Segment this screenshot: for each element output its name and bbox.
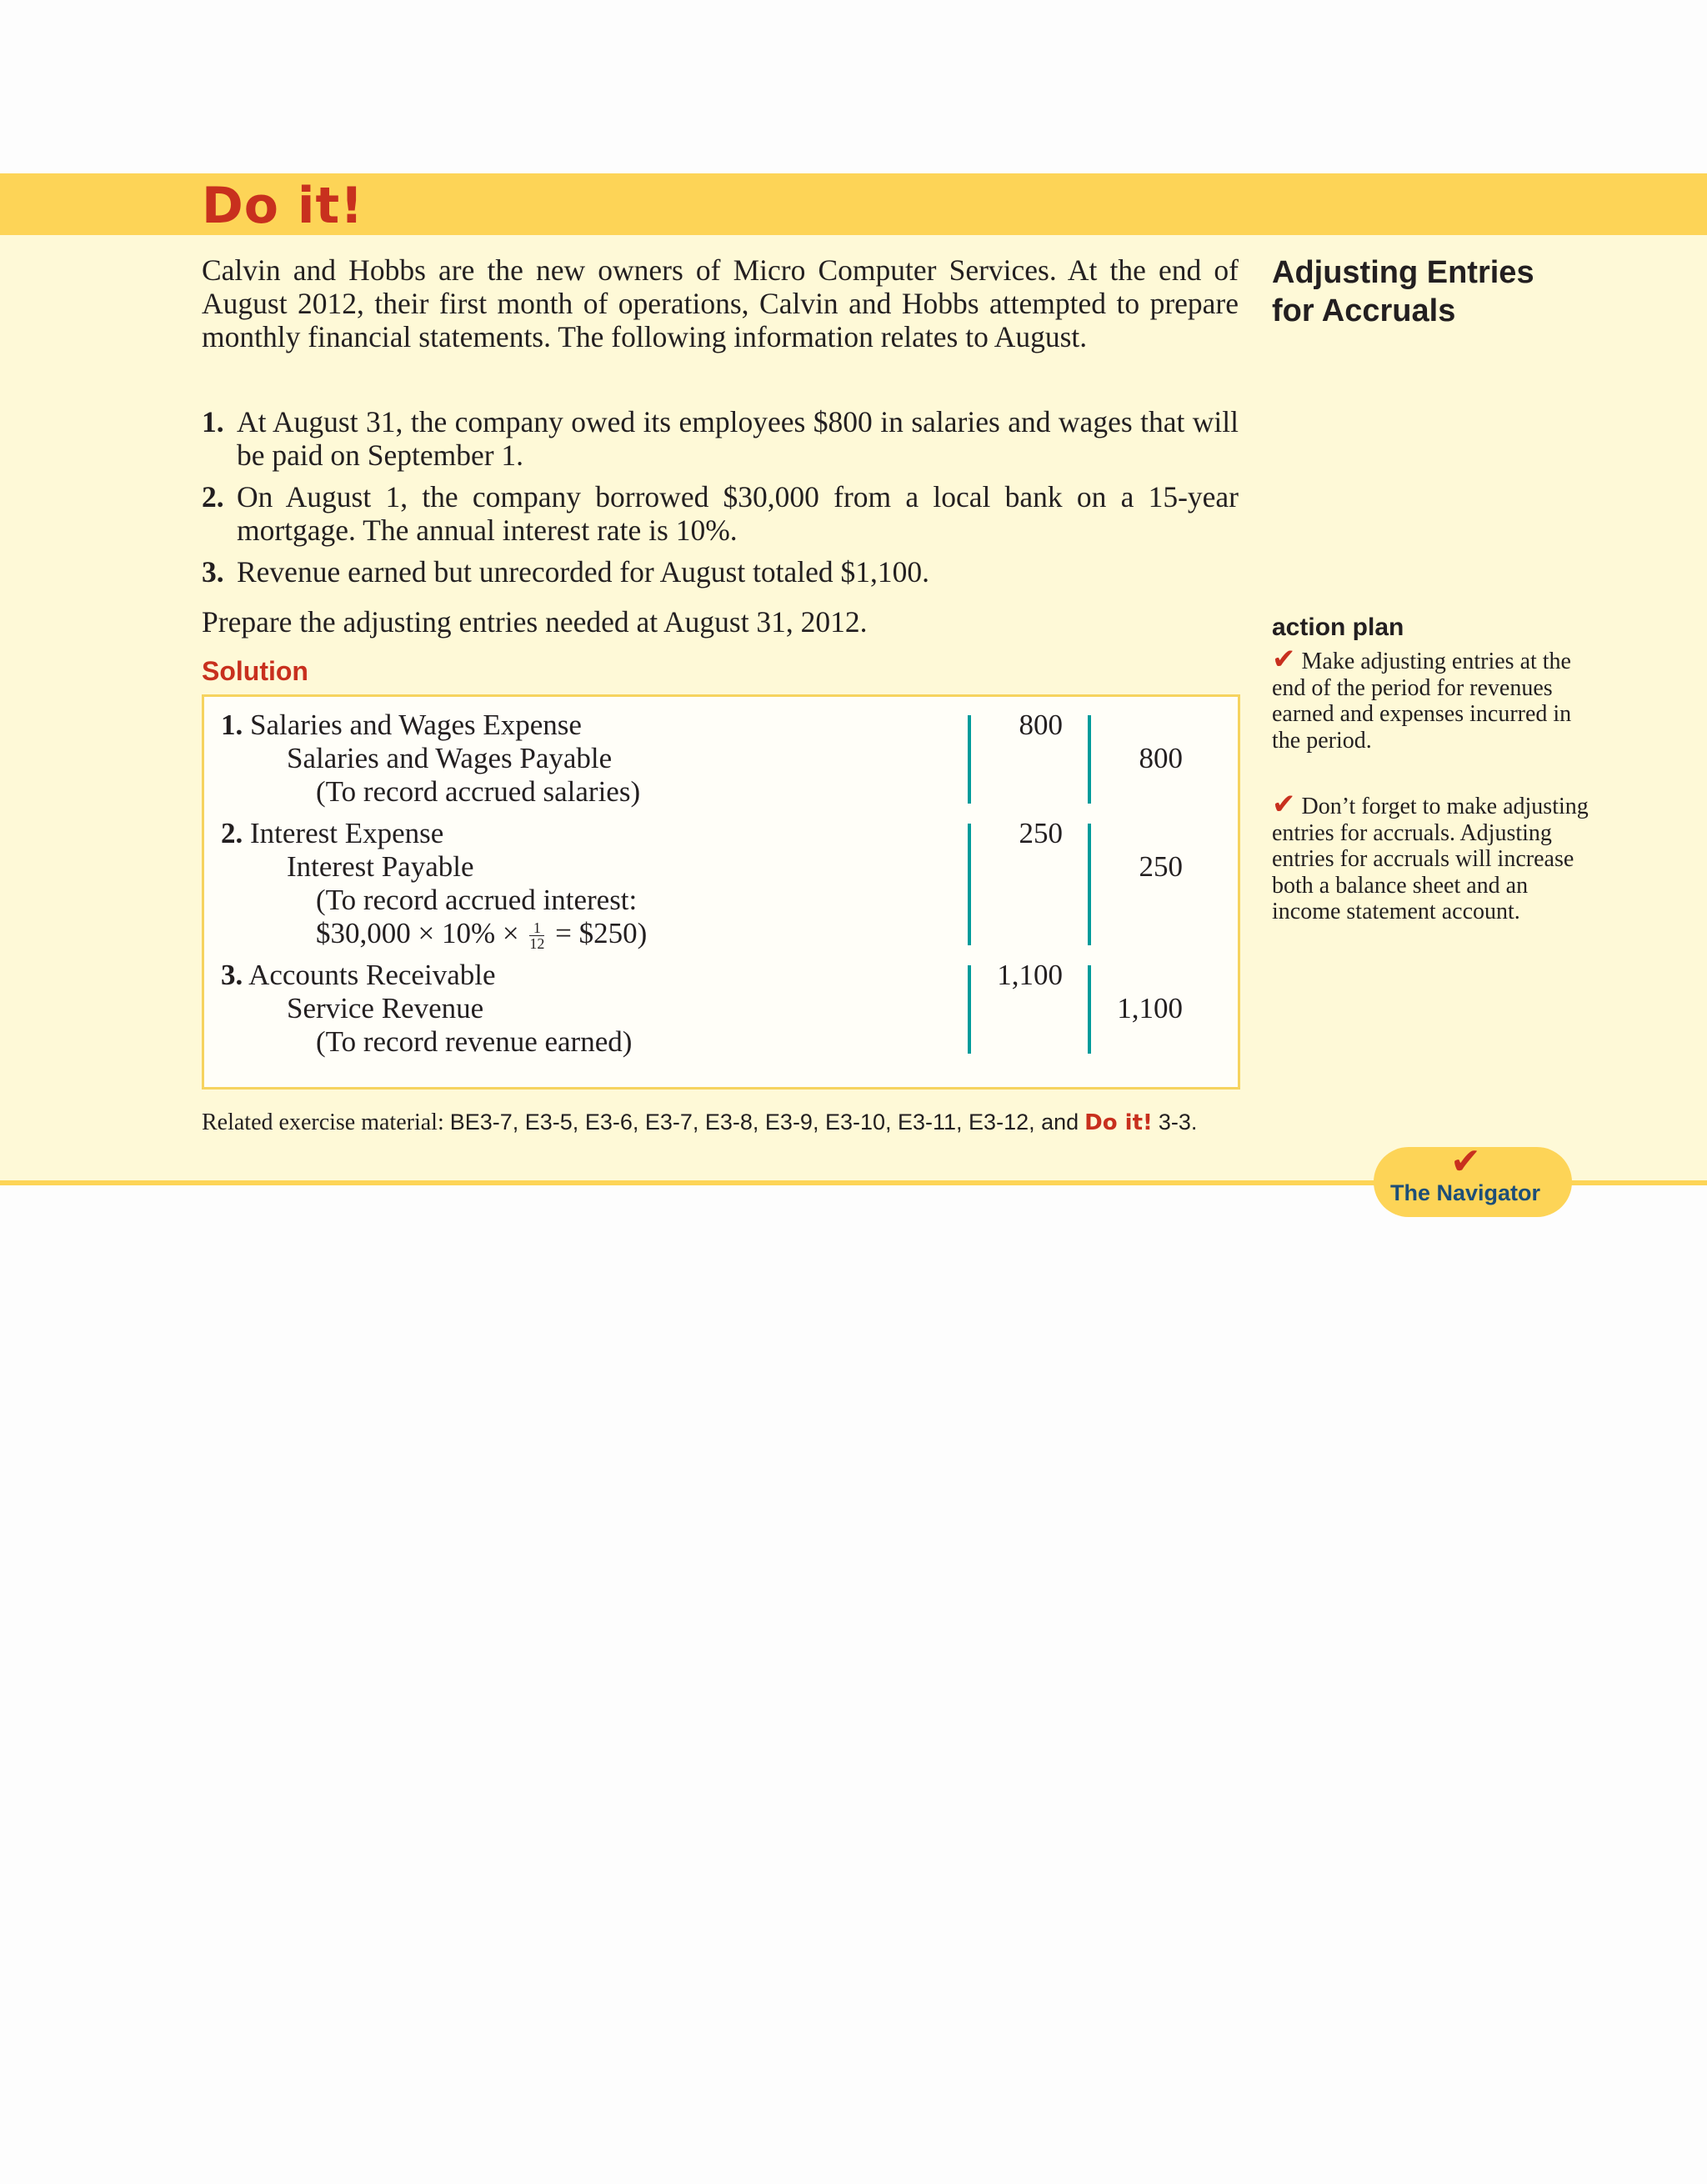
action-plan-lead: Don’t forget to make (1301, 794, 1498, 819)
credit-column-rule (1088, 965, 1091, 1054)
credit-account: Interest Payable (287, 850, 474, 883)
entry-number: 3. (221, 959, 243, 991)
fraction-numerator: 1 (533, 919, 541, 937)
related-doit: Do it! (1084, 1110, 1153, 1135)
navigator-label: The Navigator (1390, 1180, 1541, 1205)
debit-amount: 250 (1019, 817, 1063, 849)
task-prompt: Prepare the adjusting entries needed at August 31, 2012. (202, 605, 868, 639)
item-text: On August 1, the company borrowed $30,000 from a local bank on a 15-year mortgage. The annual interest rate is 10%. (237, 480, 1239, 547)
list-item (202, 480, 1239, 547)
item-number: 3. (202, 555, 224, 589)
item-number: 2. (202, 480, 224, 513)
related-suffix: 3-3. (1158, 1110, 1198, 1135)
calc-suffix: = $250) (555, 917, 648, 949)
related-exercises (202, 1107, 1197, 1138)
item-text: Revenue earned but unrecorded for August totaled $1,100. (237, 555, 930, 589)
action-plan-point (1272, 643, 1589, 754)
action-plan-lead: Make adjusting entries (1301, 649, 1514, 674)
fraction (529, 920, 544, 951)
entry-number: 1. (221, 709, 243, 741)
debit-amount: 800 (1019, 709, 1063, 741)
credit-account: Service Revenue (287, 992, 484, 1024)
journal-entry-debit-line (221, 709, 582, 742)
section-heading-line: Adjusting Entries (1272, 255, 1534, 290)
related-exercise-list: BE3-7, E3-5, E3-6, E3-7, E3-8, E3-9, E3-10, E3-11, E3-12, and (449, 1110, 1079, 1135)
action-plan-text: adjusting entries for accruals. Adjusting entries for accruals will increase both a balance sheet and an income statement account. (1272, 794, 1589, 924)
section-heading-line: for Accruals (1272, 293, 1456, 328)
debit-amount: 1,100 (997, 959, 1063, 991)
credit-amount: 1,100 (1117, 992, 1183, 1024)
item-text: At August 31, the company owed its employees $800 in salaries and wages that will be paid on September 1. (237, 405, 1239, 472)
credit-column-rule (1088, 715, 1091, 804)
entry-number: 2. (221, 817, 243, 849)
page-title: Do it! (202, 177, 364, 235)
entry-explanation: (To record revenue earned) (316, 1025, 633, 1058)
section-heading (1272, 253, 1605, 330)
calc-prefix: $30,000 × 10% × (316, 917, 519, 949)
credit-amount: 800 (1139, 742, 1183, 774)
debit-account: Interest Expense (250, 817, 444, 849)
journal-entry-debit-line (221, 959, 495, 992)
interest-calculation (316, 917, 647, 951)
fraction-denominator: 12 (529, 935, 545, 953)
action-plan-point (1272, 788, 1589, 925)
item-number: 1. (202, 405, 224, 438)
credit-column-rule (1088, 824, 1091, 945)
debit-column-rule (968, 715, 971, 804)
debit-column-rule (968, 824, 971, 945)
checkmark-icon: ✔ (1272, 788, 1296, 821)
action-plan-heading: action plan (1272, 614, 1404, 641)
list-item (202, 555, 1239, 589)
entry-explanation: (To record accrued interest: (316, 884, 638, 916)
debit-column-rule (968, 965, 971, 1054)
solution-label: Solution (202, 656, 308, 686)
checkmark-icon: ✔ (1272, 643, 1296, 676)
journal-entries-box (202, 694, 1240, 1089)
checkmark-icon: ✔ (1450, 1140, 1481, 1183)
debit-account: Salaries and Wages Expense (250, 709, 582, 741)
intro-paragraph: Calvin and Hobbs are the new owners of Micro Computer Services. At the end of August 2012, their first month of operations, Calvin and Hobbs attempted to prepare monthly financial statements. The following information relates to August. (202, 253, 1239, 353)
list-item (202, 405, 1239, 472)
journal-entry-debit-line (221, 817, 443, 850)
debit-account: Accounts Receivable (248, 959, 496, 991)
related-prefix: Related exercise material: (202, 1110, 444, 1135)
credit-account: Salaries and Wages Payable (287, 742, 613, 774)
entry-explanation: (To record accrued salaries) (316, 775, 641, 808)
credit-amount: 250 (1139, 850, 1183, 883)
action-plan-text: at the end of the period for revenues earned and expenses incurred in the period. (1272, 649, 1572, 754)
